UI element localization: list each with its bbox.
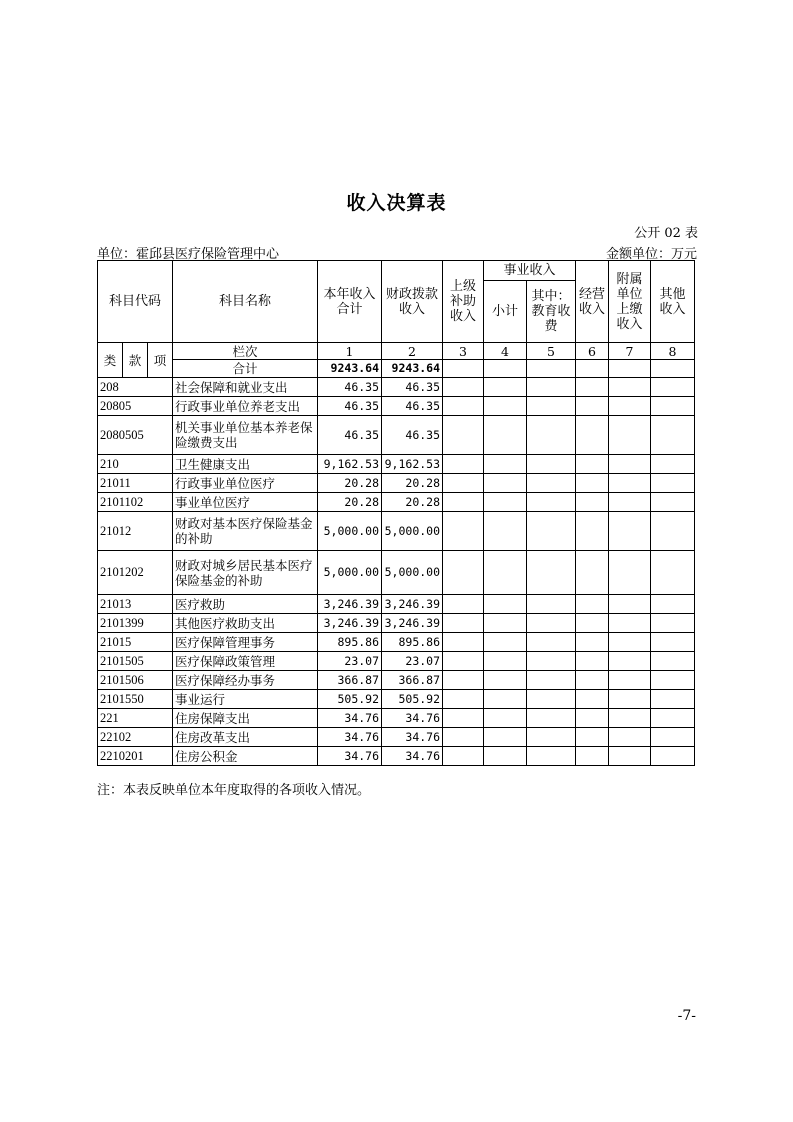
table-row bbox=[98, 728, 695, 747]
row-total: 5,000.00 bbox=[318, 551, 382, 595]
empty-cell bbox=[609, 690, 651, 709]
row-code: 221 bbox=[98, 709, 173, 728]
page-title: 收入决算表 bbox=[346, 192, 447, 214]
row-fiscal: 23.07 bbox=[382, 652, 443, 671]
empty-cell bbox=[484, 416, 527, 455]
amount-unit: 金额单位：万元 bbox=[605, 247, 697, 262]
row-fiscal: 5,000.00 bbox=[382, 512, 443, 551]
empty-cell bbox=[527, 455, 576, 474]
row-fiscal: 46.35 bbox=[382, 416, 443, 455]
header-operating: 经营 收入 bbox=[576, 261, 609, 343]
empty-cell bbox=[484, 493, 527, 512]
empty-cell bbox=[527, 690, 576, 709]
empty-cell bbox=[609, 455, 651, 474]
empty-cell bbox=[484, 455, 527, 474]
row-fiscal: 20.28 bbox=[382, 474, 443, 493]
row-fiscal: 34.76 bbox=[382, 728, 443, 747]
empty-cell bbox=[443, 416, 484, 455]
empty-cell bbox=[443, 690, 484, 709]
empty-cell bbox=[527, 512, 576, 551]
row-fiscal: 46.35 bbox=[382, 378, 443, 397]
empty-cell bbox=[651, 728, 695, 747]
table-row bbox=[98, 671, 695, 690]
col-number: 4 bbox=[484, 343, 527, 360]
row-fiscal: 895.86 bbox=[382, 633, 443, 652]
total-sum: 9243.64 bbox=[318, 360, 382, 378]
row-fiscal: 505.92 bbox=[382, 690, 443, 709]
empty-cell bbox=[527, 709, 576, 728]
empty-cell bbox=[576, 728, 609, 747]
empty-cell bbox=[527, 728, 576, 747]
empty-cell bbox=[484, 652, 527, 671]
empty-cell bbox=[443, 455, 484, 474]
empty-cell bbox=[651, 690, 695, 709]
empty-cell bbox=[609, 595, 651, 614]
empty-cell bbox=[527, 633, 576, 652]
page-number: -7- bbox=[677, 1008, 696, 1024]
empty-cell bbox=[576, 397, 609, 416]
empty-cell bbox=[651, 671, 695, 690]
col-number: 5 bbox=[527, 343, 576, 360]
empty-cell bbox=[651, 747, 695, 766]
row-name: 医疗保障政策管理 bbox=[173, 652, 318, 671]
empty-cell bbox=[443, 512, 484, 551]
row-code: 2080505 bbox=[98, 416, 173, 455]
empty-cell bbox=[651, 551, 695, 595]
empty-cell bbox=[484, 709, 527, 728]
empty-cell bbox=[443, 652, 484, 671]
col-number: 7 bbox=[609, 343, 651, 360]
empty-cell bbox=[576, 512, 609, 551]
empty-cell bbox=[651, 595, 695, 614]
table-row bbox=[98, 614, 695, 633]
row-fiscal: 34.76 bbox=[382, 709, 443, 728]
row-total: 23.07 bbox=[318, 652, 382, 671]
empty-cell bbox=[527, 397, 576, 416]
row-code: 210 bbox=[98, 455, 173, 474]
empty-cell bbox=[609, 709, 651, 728]
empty-cell bbox=[484, 595, 527, 614]
table-row bbox=[98, 551, 695, 595]
empty-cell bbox=[609, 728, 651, 747]
row-name: 事业单位医疗 bbox=[173, 493, 318, 512]
row-code: 2210201 bbox=[98, 747, 173, 766]
row-total: 20.28 bbox=[318, 474, 382, 493]
row-code: 20805 bbox=[98, 397, 173, 416]
empty-cell bbox=[443, 397, 484, 416]
row-name: 住房公积金 bbox=[173, 747, 318, 766]
empty-cell bbox=[527, 378, 576, 397]
empty-cell bbox=[443, 709, 484, 728]
row-code: 21012 bbox=[98, 512, 173, 551]
empty-cell bbox=[651, 633, 695, 652]
empty-cell bbox=[527, 652, 576, 671]
row-code: 2101505 bbox=[98, 652, 173, 671]
empty-cell bbox=[443, 474, 484, 493]
empty-cell bbox=[527, 493, 576, 512]
empty-cell bbox=[651, 474, 695, 493]
empty-cell bbox=[484, 474, 527, 493]
total-label: 合计 bbox=[173, 360, 318, 378]
empty-cell bbox=[443, 493, 484, 512]
total-row bbox=[98, 360, 695, 378]
table-row bbox=[98, 690, 695, 709]
row-name: 医疗保障经办事务 bbox=[173, 671, 318, 690]
row-total: 34.76 bbox=[318, 747, 382, 766]
header-business: 事业收入 bbox=[484, 261, 576, 281]
row-name: 机关事业单位基本养老保险缴费支出 bbox=[173, 416, 318, 455]
empty-cell bbox=[484, 633, 527, 652]
empty-cell bbox=[609, 397, 651, 416]
empty-cell bbox=[609, 671, 651, 690]
empty-cell bbox=[651, 512, 695, 551]
table-row bbox=[98, 416, 695, 455]
empty-cell bbox=[609, 493, 651, 512]
table-row bbox=[98, 652, 695, 671]
empty-cell bbox=[576, 671, 609, 690]
row-total: 505.92 bbox=[318, 690, 382, 709]
empty-cell bbox=[484, 397, 527, 416]
header-total: 本年收入 合计 bbox=[318, 261, 382, 343]
empty-cell bbox=[576, 690, 609, 709]
header-fiscal: 财政拨款 收入 bbox=[382, 261, 443, 343]
row-fiscal: 3,246.39 bbox=[382, 595, 443, 614]
table-row bbox=[98, 512, 695, 551]
form-number: 公开 02 表 bbox=[634, 226, 698, 241]
empty-cell bbox=[609, 416, 651, 455]
table-row bbox=[98, 455, 695, 474]
row-name: 医疗救助 bbox=[173, 595, 318, 614]
empty-cell bbox=[443, 551, 484, 595]
header-subtotal: 小计 bbox=[484, 281, 527, 343]
header-other: 其他 收入 bbox=[651, 261, 695, 343]
row-fiscal: 46.35 bbox=[382, 397, 443, 416]
table-row bbox=[98, 709, 695, 728]
row-fiscal: 20.28 bbox=[382, 493, 443, 512]
empty-cell bbox=[576, 614, 609, 633]
row-name: 卫生健康支出 bbox=[173, 455, 318, 474]
empty-cell bbox=[576, 709, 609, 728]
row-total: 34.76 bbox=[318, 728, 382, 747]
row-code: 2101202 bbox=[98, 551, 173, 595]
row-total: 46.35 bbox=[318, 397, 382, 416]
empty-cell bbox=[443, 595, 484, 614]
row-name: 住房改革支出 bbox=[173, 728, 318, 747]
empty-cell bbox=[609, 512, 651, 551]
row-code: 21013 bbox=[98, 595, 173, 614]
empty-cell bbox=[576, 595, 609, 614]
empty-cell bbox=[576, 652, 609, 671]
empty-cell bbox=[609, 747, 651, 766]
col-number: 3 bbox=[443, 343, 484, 360]
empty-cell bbox=[484, 614, 527, 633]
empty-cell bbox=[651, 652, 695, 671]
row-total: 5,000.00 bbox=[318, 512, 382, 551]
empty-cell bbox=[527, 595, 576, 614]
empty-cell bbox=[576, 633, 609, 652]
header-lei: 类 bbox=[98, 343, 123, 378]
row-name: 住房保障支出 bbox=[173, 709, 318, 728]
row-code: 21011 bbox=[98, 474, 173, 493]
table-row bbox=[98, 378, 695, 397]
row-name: 事业运行 bbox=[173, 690, 318, 709]
table-row bbox=[98, 474, 695, 493]
row-total: 20.28 bbox=[318, 493, 382, 512]
col-number: 6 bbox=[576, 343, 609, 360]
header-code: 科目代码 bbox=[98, 261, 173, 343]
table-row bbox=[98, 397, 695, 416]
empty-cell bbox=[443, 671, 484, 690]
row-name: 医疗保障管理事务 bbox=[173, 633, 318, 652]
empty-cell bbox=[443, 614, 484, 633]
header-education: 其中： 教育收 费 bbox=[527, 281, 576, 343]
row-name: 行政事业单位养老支出 bbox=[173, 397, 318, 416]
header-upper-subsidy: 上级 补助 收入 bbox=[443, 261, 484, 343]
row-total: 3,246.39 bbox=[318, 614, 382, 633]
row-code: 2101399 bbox=[98, 614, 173, 633]
empty-cell bbox=[443, 633, 484, 652]
row-total: 366.87 bbox=[318, 671, 382, 690]
empty-cell bbox=[651, 709, 695, 728]
row-total: 46.35 bbox=[318, 378, 382, 397]
table-note: 注：本表反映单位本年度取得的各项收入情况。 bbox=[97, 783, 371, 798]
empty-cell bbox=[484, 378, 527, 397]
empty-cell bbox=[576, 378, 609, 397]
row-name: 行政事业单位医疗 bbox=[173, 474, 318, 493]
empty-cell bbox=[484, 690, 527, 709]
table-row bbox=[98, 747, 695, 766]
col-number: 2 bbox=[382, 343, 443, 360]
empty-cell bbox=[651, 493, 695, 512]
row-fiscal: 366.87 bbox=[382, 671, 443, 690]
row-code: 208 bbox=[98, 378, 173, 397]
empty-cell bbox=[527, 474, 576, 493]
row-fiscal: 3,246.39 bbox=[382, 614, 443, 633]
empty-cell bbox=[484, 671, 527, 690]
header-xiang: 项 bbox=[148, 343, 173, 378]
empty-cell bbox=[527, 551, 576, 595]
empty-cell bbox=[651, 416, 695, 455]
row-name: 其他医疗救助支出 bbox=[173, 614, 318, 633]
row-fiscal: 5,000.00 bbox=[382, 551, 443, 595]
empty-cell bbox=[576, 416, 609, 455]
header-kuan: 款 bbox=[123, 343, 148, 378]
empty-cell bbox=[527, 671, 576, 690]
income-table bbox=[97, 260, 695, 766]
row-code: 2101550 bbox=[98, 690, 173, 709]
empty-cell bbox=[576, 474, 609, 493]
empty-cell bbox=[609, 378, 651, 397]
table-row bbox=[98, 595, 695, 614]
row-name: 财政对城乡居民基本医疗保险基金的补助 bbox=[173, 551, 318, 595]
header-name: 科目名称 bbox=[173, 261, 318, 343]
row-name: 财政对基本医疗保险基金的补助 bbox=[173, 512, 318, 551]
empty-cell bbox=[484, 747, 527, 766]
total-fiscal: 9243.64 bbox=[382, 360, 443, 378]
row-total: 9,162.53 bbox=[318, 455, 382, 474]
empty-cell bbox=[576, 551, 609, 595]
empty-cell bbox=[484, 551, 527, 595]
col-number: 1 bbox=[318, 343, 382, 360]
col-number: 8 bbox=[651, 343, 695, 360]
row-code: 2101506 bbox=[98, 671, 173, 690]
header-affiliated: 附属 单位 上缴 收入 bbox=[609, 261, 651, 343]
table-row bbox=[98, 633, 695, 652]
row-total: 46.35 bbox=[318, 416, 382, 455]
row-fiscal: 9,162.53 bbox=[382, 455, 443, 474]
empty-cell bbox=[443, 378, 484, 397]
empty-cell bbox=[609, 652, 651, 671]
empty-cell bbox=[651, 378, 695, 397]
empty-cell bbox=[576, 493, 609, 512]
row-code: 22102 bbox=[98, 728, 173, 747]
row-code: 21015 bbox=[98, 633, 173, 652]
empty-cell bbox=[484, 512, 527, 551]
empty-cell bbox=[609, 474, 651, 493]
empty-cell bbox=[443, 728, 484, 747]
row-code: 2101102 bbox=[98, 493, 173, 512]
empty-cell bbox=[609, 614, 651, 633]
empty-cell bbox=[443, 747, 484, 766]
row-total: 895.86 bbox=[318, 633, 382, 652]
empty-cell bbox=[609, 633, 651, 652]
empty-cell bbox=[527, 416, 576, 455]
row-total: 3,246.39 bbox=[318, 595, 382, 614]
empty-cell bbox=[527, 614, 576, 633]
header-lanci: 栏次 bbox=[173, 343, 318, 360]
table-row bbox=[98, 493, 695, 512]
empty-cell bbox=[651, 614, 695, 633]
empty-cell bbox=[609, 551, 651, 595]
row-total: 34.76 bbox=[318, 709, 382, 728]
empty-cell bbox=[651, 455, 695, 474]
empty-cell bbox=[576, 747, 609, 766]
unit-label: 单位：霍邱县医疗保险管理中心 bbox=[97, 247, 280, 262]
empty-cell bbox=[576, 455, 609, 474]
empty-cell bbox=[484, 728, 527, 747]
empty-cell bbox=[527, 747, 576, 766]
empty-cell bbox=[651, 397, 695, 416]
row-fiscal: 34.76 bbox=[382, 747, 443, 766]
row-name: 社会保障和就业支出 bbox=[173, 378, 318, 397]
